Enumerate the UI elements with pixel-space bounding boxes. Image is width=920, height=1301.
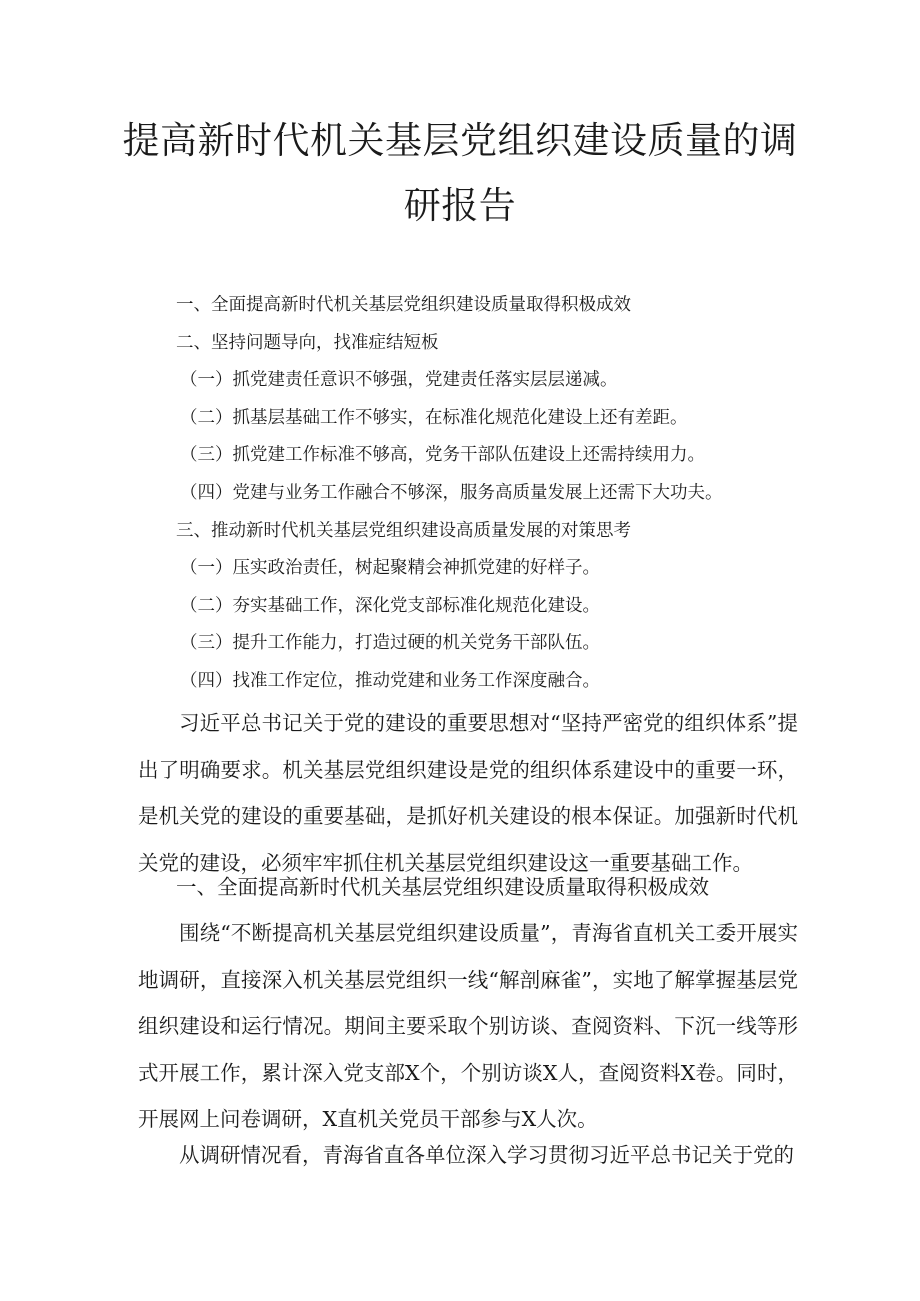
body-paragraph-1: 习近平总书记关于党的建设的重要思想对“坚持严密党的组织体系”提出了明确要求。机关基层党组织建设是党的组织体系建设中的重要一环，是机关党的建设的重要基础，是抓好机关建设的根本保证。加强新时代机关党的建设，必须牢牢抓住机关基层党组织建设这一重要基础工作。 xyxy=(138,711,798,875)
outline-item-11: （四）找准工作定位，推动党建和业务工作深度融合。 xyxy=(180,670,600,691)
body-paragraph-3: 从调研情况看，青海省直各单位深入学习贯彻习近平总书记关于党的 xyxy=(179,1143,794,1167)
outline-item-7: 三、推动新时代机关基层党组织建设高质量发展的对策思考 xyxy=(176,520,631,541)
outline-item-4: （二）抓基层基础工作不够实，在标准化规范化建设上还有差距。 xyxy=(180,407,688,428)
outline-item-9: （二）夯实基础工作，深化党支部标准化规范化建设。 xyxy=(180,595,600,616)
section-heading-1: 一、全面提高新时代机关基层党组织建设质量取得积极成效 xyxy=(176,875,709,899)
outline-list xyxy=(176,287,896,701)
outline-item-5: （三）抓党建工作标准不够高，党务干部队伍建设上还需持续用力。 xyxy=(180,445,705,466)
document-title-line-1: 提高新时代机关基层党组织建设质量的调 xyxy=(122,119,798,162)
outline-item-1: 一、全面提高新时代机关基层党组织建设质量取得积极成效 xyxy=(176,295,631,315)
outline-item-8: （一）压实政治责任，树起聚精会神抓党建的好样子。 xyxy=(180,558,600,579)
outline-item-6: （四）党建与业务工作融合不够深，服务高质量发展上还需下大功夫。 xyxy=(180,482,723,503)
outline-item-10: （三）提升工作能力，打造过硬的机关党务干部队伍。 xyxy=(180,633,600,654)
outline-item-2: 二、坚持问题导向，找准症结短板 xyxy=(176,332,439,353)
document-title-line-2: 研报告 xyxy=(403,184,517,227)
body-paragraph-2: 围绕“不断提高机关基层党组织建设质量”，青海省直机关工委开展实地调研，直接深入机关基层党组织一线“解剖麻雀”，实地了解掌握基层党组织建设和运行情况。期间主要采取个别访谈、查阅资料、下沉一线等形式开展工作，累计深入党支部X个，个别访谈X人，查阅资料X卷。同时，开展网上问卷调研，X直机关党员干部参与X人次。 xyxy=(138,921,798,1131)
outline-item-3: （一）抓党建责任意识不够强，党建责任落实层层递减。 xyxy=(180,370,618,391)
